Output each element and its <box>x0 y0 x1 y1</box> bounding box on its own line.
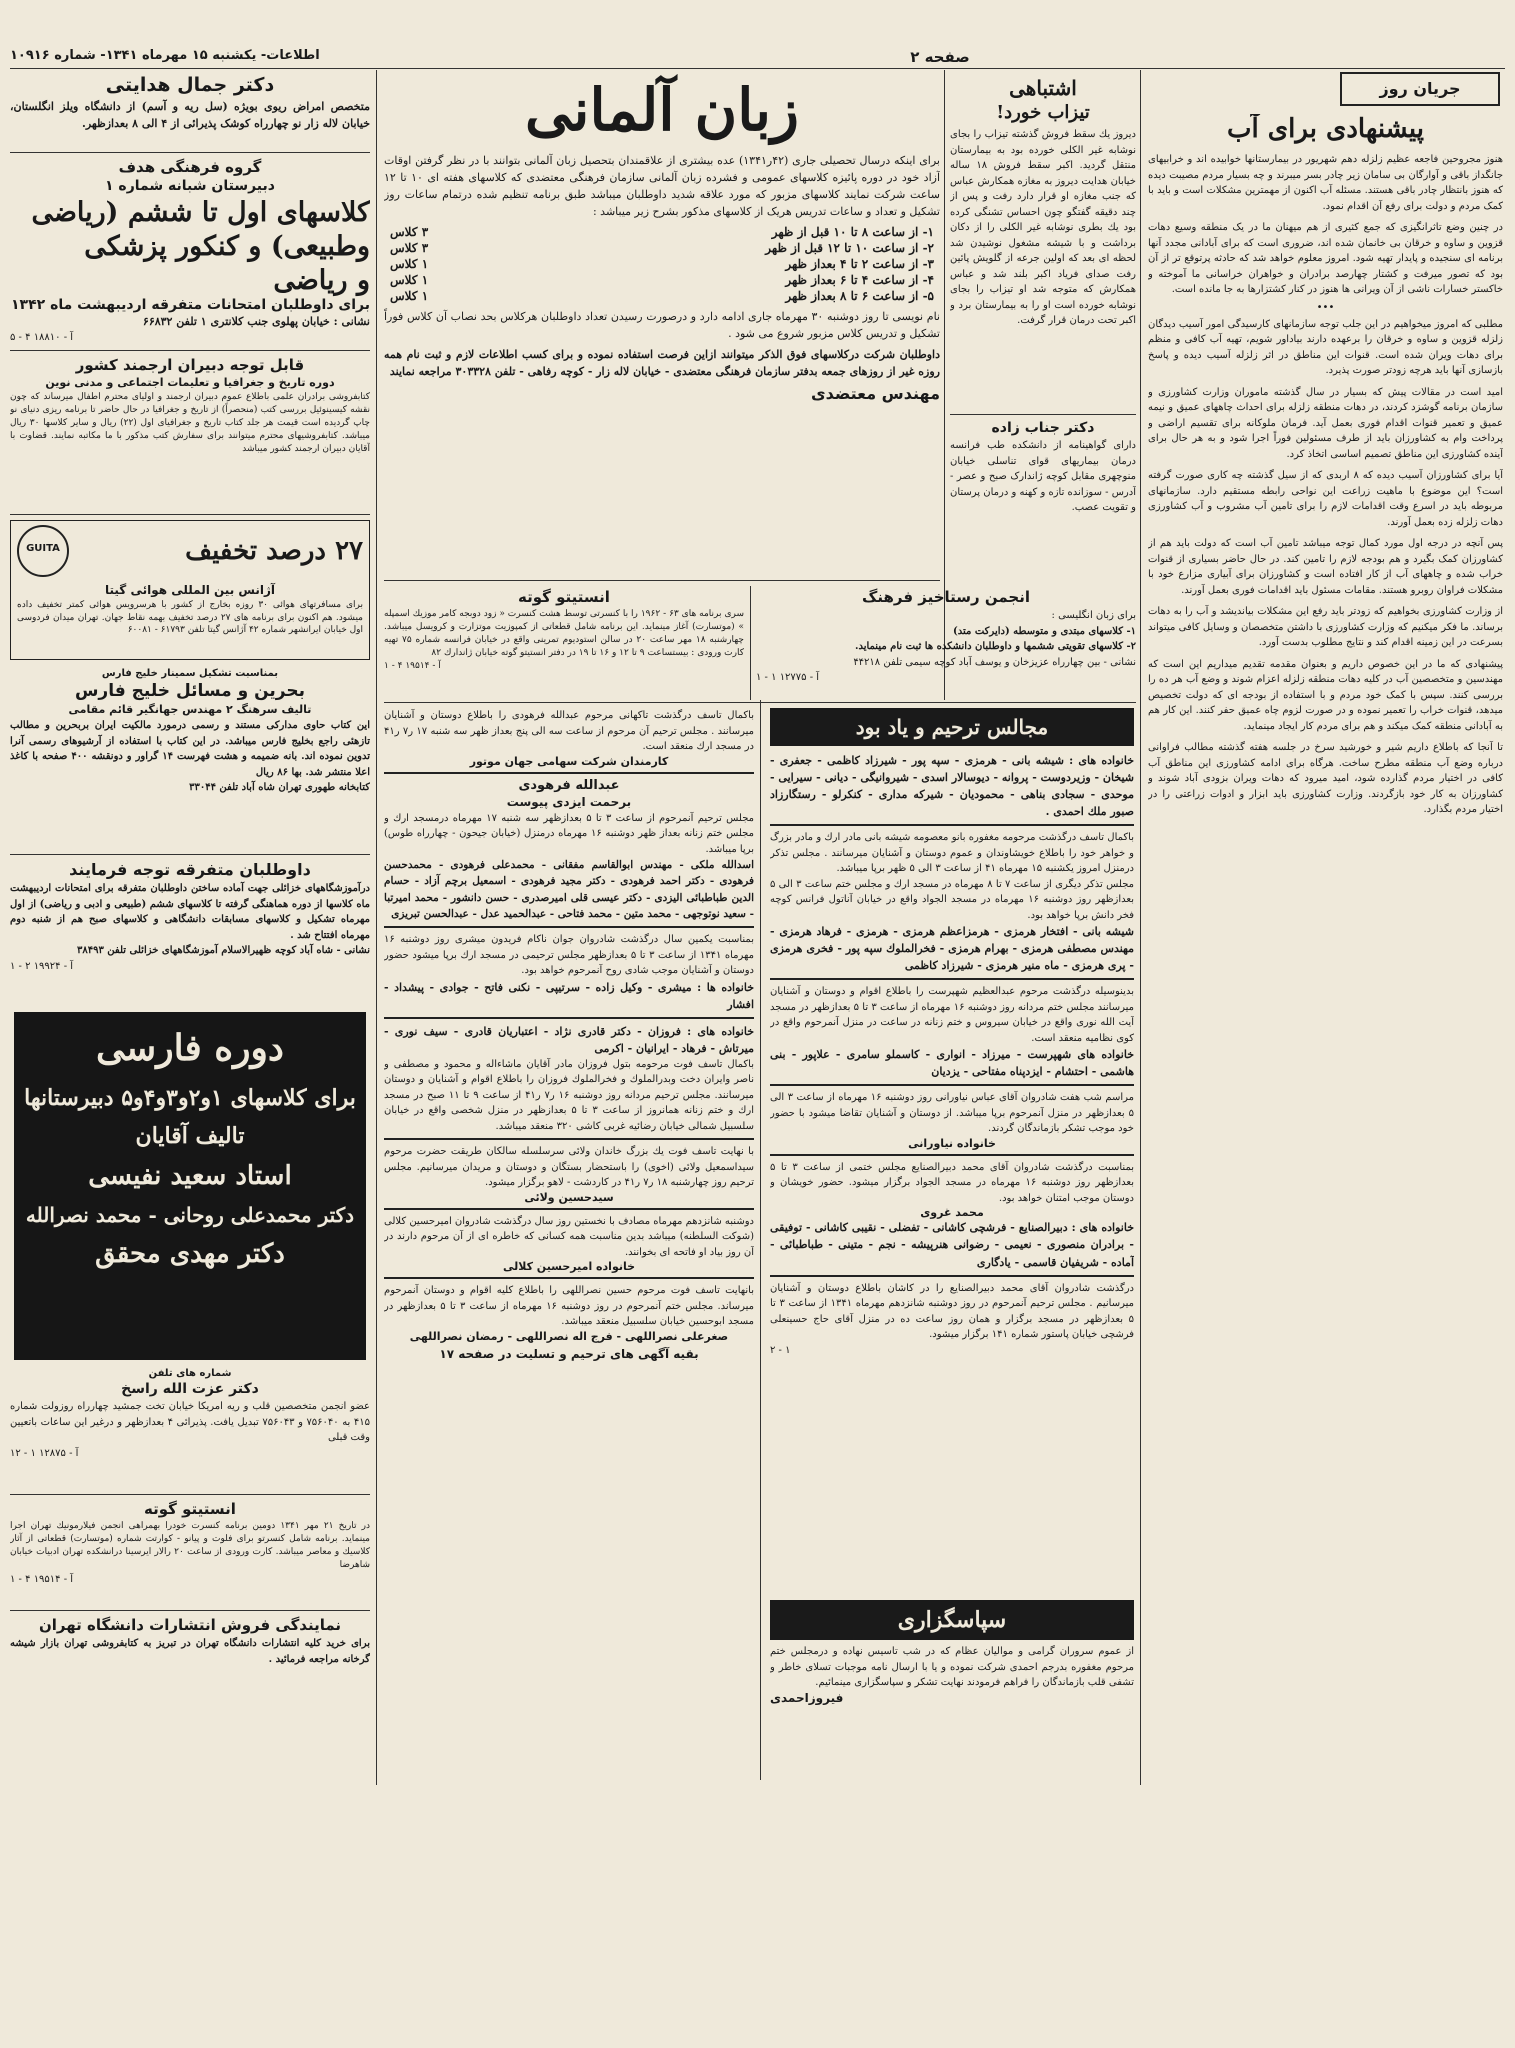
obit-text-17: بانهایت تاسف فوت مرحوم حسین نصراللهی را باطلاع کلیه اقوام و دوستان آنمرحوم میرساند. مجلس ختم آنمرحوم در روز دوشنبه ۱۶ مهرماه از ساعت ۳ تا ۵ بعدازظهر در مسجد ابوحسین خیابان سلسبیل منعقد میباشد. <box>384 1285 754 1328</box>
obit-code-21: ۱ - ۲ <box>770 1344 791 1356</box>
obit-sign-15: سیدحسین ولائی <box>524 1190 614 1204</box>
page-header: اطلاعات- یکشنبه ۱۵ مهرماه ۱۳۴۱- شماره ۱۰۹۱۶ <box>10 48 320 63</box>
candidates-addr: نشانی - شاه آباد کوچه ظهیرالاسلام آموزشگاههای خزائلی تلفن ۳۸۴۹۳ <box>76 945 370 956</box>
jaryan-p3: مطلبی که امروز میخواهیم در این جلب توجه سازمانهای کارسیدگی امور آسیب دیدگان زلزله قزوین و ساوه و خرقان را برعهده دارند بیاداور شویم، تهیه آب کافی و منظم برای دهات ویران شده است. قنوات این مناطق در اثر زلزله آسیب دیده و پاسخ بازسازی آنها باید هرچه زودتر صورت پذیرد. <box>1148 318 1503 376</box>
obit-text-5: باکمال تاسف درگذشت تاکهانی مرحوم عبدالله فرهودی را باطلاع دوستان و آشنایان میرسانند . مجلس ترحیم آن مرحوم از ساعت سه الی پنج بعداز ظهر سه شنبه ۱۷ ر۷ ر۴۱ در مسجد ارك منعقد است. <box>384 710 754 752</box>
schedule-row: ۱- از ساعت ۸ تا ۱۰ قبل از ظهر ۳ کلاس <box>390 224 934 239</box>
obit-families-12: خانواده های شهپرست - میرزاد - انواری - کاسملو سامری - علاپور - بنی هاشمی - احتشام - ایزدپناه مفتاحی - یزدیان <box>770 1048 1134 1079</box>
obit-text-18: مراسم شب هفت شادروان آقای عباس نیاورانی روز دوشنبه ۱۶ مهرماه از ساعت ۳ الی ۵ بعدازظهر در منزل آنمرحوم برپا میباشد. از دوستان و آشنایان تقاضا میشود با حضور خود موجب تشکر بازماندگان گردند. <box>770 1092 1134 1135</box>
german-sign: مهندس معتضدی <box>810 383 940 403</box>
jaryan-p9: تا آنجا که باطلاع داریم شیر و خورشید سرخ در جلسه هفته گذشته مطالب فراوانی درباره وضع آب منطقه مطرح ساخت. هرگاه برای ادامه کشاورزی این مناطق آب کافی در اختیار مردم گذارده شود، امید میرود که دهات ویران بزودی آباد شوند و کشاورزان به کار خود بازگردند. وزارت کشاورزی باید ابزار و ادوات زراعتی را در اختیار مردم بگذارد. <box>1148 742 1503 815</box>
farsi-l2: برای کلاسهای ۱و۲و۳و۴و۵ دبیرستانها <box>24 1085 356 1111</box>
obituaries-left <box>384 708 754 1783</box>
thanks-ad <box>770 1644 1134 1784</box>
obit-footer: بقیه آگهی های ترحیم و تسلیت در صفحه ۱۷ <box>439 1346 699 1361</box>
obit-text-7: مجلس ترحیم آنمرحوم از ساعت ۳ تا ۵ بعدازظهر سه شنبه ۱۷ مهرماه درمسجد ارك و مجلس ختم زنانه بعداز ظهر دوشنبه ۱۶ مهرماه درمنزل (خیابان جیحون - چهارراه طوس) برپا میباشد. <box>384 812 754 855</box>
german-intro: برای اینکه درسال تحصیلی جاری (۴۲ر۱۳۴۱) عده بیشتری از علاقمندان بتحصیل زبان آلمانی بتوانند با در نظر گرفتن اوقات آزاد خود در دوره پائیزه کلاسهای عمومی و فشرده زبان آلمانی سازمان فرهنگی معتضدی که کلاسهای هفته ای ۱۰ تا ۱۲ ساعت شرکت نمایند کلاسهای مزبور که مورد علاقه شدید داوطلبان میباشد طبق برنامه تنظیم شده درتمام ساعات روز تشکیل و تعداد و ساعات تدریس هریک از کلاسهای مذکور بشرح زیر میباشد : <box>384 153 940 218</box>
farsi-course-ad <box>14 1012 366 1360</box>
farsi-l1: دوره فارسی <box>96 1027 284 1069</box>
obit-text-19: بمناسبت درگذشت شادروان آقای محمد دبیرالصنایع مجلس ختمی از ساعت ۳ تا ۵ بعدازظهر روز دوشنبه ۱۶ مهرماه در مسجد الجواد برگزار میشود. حضور خویشان و دوستان موجب امتنان خواهد بود. <box>770 1161 1134 1204</box>
dr-hedayati-text: متخصص امراض ریوی بویژه (سل ریه و آسم) از دانشگاه ویلز انگلستان، خیابان لاله زار نو چهارراه کوشک پذیرائی از ۴ الی ۸ بعدازظهر. <box>10 100 370 131</box>
guita-big: ۲۷ درصد تخفیف <box>185 536 363 566</box>
obit-families-20: خانواده های : دبیرالصنایع - فرشچی کاشانی - تفضلی - نقیبی کاشانی - توفیقی - برادران منصوری - نعیمی - رضوانی هنرپیشه - نجم - متینی - طباطبائی - آماده - شریفیان قاسمی - یادگاری <box>770 1221 1134 1269</box>
anjoman-title: انجمن رستاخیز فرهنگ <box>861 588 1031 606</box>
anjoman-line1: برای زبان انگلیسی : <box>1051 610 1136 621</box>
hadaf-big1: کلاسهای اول تا ششم (ریاضی <box>31 197 370 228</box>
goethe-ad <box>384 586 744 700</box>
obit-text-9: بمناسبت یکمین سال درگذشت شادروان جوان ناکام فریدون میشری روز دوشنبه ۱۶ مهرماه ۱۳۴۱ از ساعت ۳ تا ۵ بعدازظهر مجلس ترحیمی در مسجد ارك برپا میشود حضور دوستان و آشنایان موجب شادی روح آنمرحوم خواهد بود. <box>384 934 754 977</box>
hadaf-big3: و ریاضی <box>273 264 370 296</box>
jaryan-p7: از وزارت کشاورزی بخواهیم که زودتر باید رفع این مشکلات بیاندیشد و آب را به دهات برساند. ما فکر میکنیم که وزارت کشاورزی با داشتن متخصصان و وسایل کافی میتواند بسرعت در این زمینه اقدام کند و نتایج مطلوب بدست آورد. <box>1148 606 1503 648</box>
farsi-l6: دکتر مهدی محقق <box>95 1238 285 1269</box>
anjoman-line2: ۱- کلاسهای مبتدی و متوسطه (دایرکت متد) <box>953 625 1136 637</box>
candidates-text: درآموزشگاههای خزائلی جهت آماده ساختن داوطلبان متفرقه برای امتحانات اردیبهشت ماه کلاسها از دوره هماهنگی گرفته تا کلاسهای ششم (طبیعی و ادبی و ریاضی) از اول مهرماه تشکیل و کلاسهای مسابقات دانشگاهی و کلاسهای صبح هم از شنبه دوم مهرماه افتتاح شد . <box>10 883 370 941</box>
german-note2: داوطلبان شرکت درکلاسهای فوق الذکر میتوانند ازاین فرصت استفاده نموده و برای کسب اطلاعات لازم و ثبت نام همه روزه غیر از روزهای جمعه بدفتر سازمان فرهنگی معتضدی - خیابان لاله زار - کوچه رفاهی - تلفن ۳۰۳۳۲۸ مراجعه نمایند <box>384 347 940 378</box>
farsi-l4: استاد سعید نفیسی <box>88 1161 292 1191</box>
bahrain-text: این کتاب حاوی مدارکی مستند و رسمی درمورد مالکیت ایران بربحرین و مطالب تازهئی راجع بخلیج فارس میباشد. در این کتاب با استفاده از آرشیوهای رسمی آنرا تدوین نموده اند. بانه ضمیمه و هشت فهرست ۱۴ گراور و دونقشه ۴۰۰ صفحه با کاغذ اعلا منتشر شد. بها ۸۶ ریال <box>10 720 370 778</box>
jaryan-label: جریان روز <box>1340 72 1500 106</box>
jaryan-body <box>1148 152 1503 1782</box>
dr-rasekh-ad <box>10 1366 370 1492</box>
hadaf-title: گروه فرهنگی هدف <box>118 158 262 176</box>
teachers-ad <box>10 354 370 512</box>
doctor-jenab-text: دارای گواهینامه از دانشکده طب فرانسه درمان بیماریهای قوای تناسلی خیابان منوچهری مقابل کوچه ژاندارک صبح و عصر - آدرس - سوزانده تازه و کهنه و درمان پرستان و تقویت عصب. <box>950 440 1136 513</box>
mistake-subtitle: تیزاب خورد! <box>996 102 1090 123</box>
candidates-code: آ - ۱۹۹۲۴ ۲ - ۱ <box>10 960 74 972</box>
obit-title-7: عبدالله فرهودی <box>518 777 620 793</box>
tehran-univ-text: برای خرید کلیه انتشارات دانشگاه تهران در تبریز به کتابفروشی تهران بازار شیشه گرخانه مراجعه فرمائید . <box>10 1638 370 1665</box>
obit-text-15: با نهایت تاسف فوت یك بزرگ خاندان ولائی سرسلسله سالکان طریقت حضرت مرحوم سیداسمعیل ولائی (اخوی) را باستحضار بستگان و دوستان و مریدان میرسانیم. مجلس ترحیم روز چهارشنبه ۱۸ ر۷ ر۴۱ در کاردشت - لاهو برگزار میشود. <box>384 1146 754 1189</box>
jaryan-p1: هنوز مجروحین فاجعه عظیم زلزله دهم شهریور در بیمارستانها خوابیده اند و خرابیهای جانگداز باقی و آوارگان بی سامان زیر چادر بسر میبرند و چه بسیار مردم مصیبت دیده که هنوز بانتظار چادر باقی هستند. مسئله آب اکنون از مهمترین مشکلات است و باید با کمک مردم و دولت برای رفع آن اقدام نمود. <box>1148 154 1503 212</box>
goethe2-title: انستیتو گوته <box>144 1500 236 1518</box>
obit-families-1: خانواده های : شیشه بانی - هرمزی - سپه پور - شیرزاد کاظمی - جعفری - شیخان - وزیردوست - پروانه - دیوسالار اسدی - شیروانیگی - دیانی - سیرایی - موحدی - سجادی بناهی - محمودیان - شیرکه مداری - کنکرلو - رستگارزاد صبور ملك احمدی . <box>770 754 1134 819</box>
jaryan-title: پیشنهادی برای آب <box>1227 114 1424 144</box>
guita-logo-icon: GUITA <box>17 525 69 577</box>
hadaf-addr: نشانی : خیابان پهلوی جنب کلانتری ۱ تلفن ۶۶۸۳۲ <box>142 315 370 329</box>
bahrain-shop: کتابخانه طهوری تهران شاه آباد تلفن ۳۳۰۴۴ <box>189 782 370 793</box>
bahrain-pre: بمناسبت تشکیل سمینار خلیج فارس <box>101 668 279 679</box>
obit-text-3: مجلس تذکر دیگری از ساعت ۷ تا ۸ مهرماه در مسجد ارك و مجلس ختم ساعت ۳ الی ۵ بعدازظهر روز دوشنبه ۱۶ مهرماه در مسجد الجواد واقع در خیابان آناتول فرانس کوچه فخر دانش برپا خواهد بود. <box>770 878 1134 921</box>
jaryan-p6: پس آنچه در درجه اول مورد کمال توجه میباشد تامین آب است که دولت باید هم از کشاورزان کمک بگیرد و هم بودجه لازم را تامین کند. در حال حاضر بسیاری از قنوات خراب شده و چاههای آب از کار افتاده است و کشاورزان برای آبیاری مزارع خود با مشکلات فراوان روبرو هستند. مقامات مسئول باید اقدامات فوری بعمل آورند. <box>1148 538 1503 596</box>
mistake-title: اشتباهی <box>1009 76 1077 100</box>
obit-text-16: دوشنبه شانزدهم مهرماه مصادف با نخستین روز سال درگذشت شادروان امیرحسین کلالی (شوکت السلطنه) میباشد بدین مناسبت همه کسانی که خاطره ای از آن مرحوم دارند در آن روز بیاد او فاتحه ای بخوانند. <box>384 1215 754 1258</box>
german-schedule <box>384 224 940 304</box>
obit-families-13: خانواده های : فروزان - دکتر قادری نژاد - اعتباریان قادری - سیف نوری - میرتاش - فرهاد - ایرانیان - اکرمی <box>384 1024 754 1055</box>
jaryan-p5: آیا برای کشاورزان آسیب دیده که ۸ اربدی که از سیل گذشته چه کاری صورت گرفته است؟ این موضوع با ماهیت زراعت این نواحی رابطه مستقیم دارد. سازمانهای مربوطه باید در اسرع وقت اقدامات لازم را برای تامین آب مشروب و آب کشاورزی دهات زلزله زده بعمل آورند. <box>1148 470 1503 528</box>
schedule-row: ۵- از ساعت ۶ تا ۸ بعداز ظهر ۱ کلاس <box>390 288 934 303</box>
jaryan-p8: پیشنهادی که ما در این خصوص داریم و بعنوان مقدمه تقدیم میداریم این است که مهندسین و متخصصین آب در کلیه دهات منطقه زلزله اعزام شوند و وضع آب هر ده را بررسی کنند. سپس با کمک خود مردم و با استفاده از بودجه ای که دولت تخصیص میدهد، قنوات خراب را تعمیر نموده و در صورت لزوم چاه عمیق حفر کنند. این کار هم به آبادانی منطقه کمک میکند و هم برای مردم کار ایجاد مینماید. <box>1148 658 1503 732</box>
teachers-text: کتابفروشی برادران علمی باطلاع عموم دبیران ارجمند و اولیای محترم اطفال میرساند که چون نقشه کیسینوئیل بررسی کتب (منحصراً) از تاریخ و جغرافیا در حال حاضر تا برنامه ریزی دنیای نو چاپ گردیده است قیمت هر جلد کتاب تاریخ و جغرافیای اول (۲۲) ریال و سایر کلاسها ۳۰ ریال میباشد. کتابفروشیهای محترم میتوانند برای سفارش کتب مذکور با ما مکاتبه نمایند. قضاوت با آقایان دبیران ارجمند کشور میباشد <box>10 392 370 455</box>
candidates-ad <box>10 858 370 1008</box>
obit-sub-7: برحمت ایزدی پیوست <box>506 794 632 809</box>
goethe2-text: در تاریخ ۲۱ مهر ۱۳۴۱ دومین برنامه کنسرت خودرا بهمراهی انجمن فیلارمونیك تهران اجرا مینماید. برنامه شامل کنسرتو برای فلوت و پیانو - کوارتت شماره (موتسارت) قطعاتی از آثار کلاسیك و معاصر میباشد. کارت ورودی از ساعت ۲۰ رالار ایرسینا درانشکده تهران ادبیات خیابان شاهرضا <box>10 1521 370 1571</box>
anjoman-addr: نشانی - بین چهارراه عزیزخان و یوسف آباد کوچه سیمی تلفن ۴۴۲۱۸ <box>853 656 1136 668</box>
obit-text-2: باکمال تاسف درگذشت مرحومه مغفوره بانو معصومه شیشه بانی مادر ارك و مادر بزرگ و خواهر خود را باطلاع خویشاوندان و عموم دوستان و آشنایان میرسانند . مجلس تذکر درمنزل امروز یکشنبه ۱۵ مهرماه ۴۱ از ساعت ۳ الی ۵ ظهر برپا میباشد. <box>770 832 1134 875</box>
page-number: صفحه ۲ <box>910 48 970 66</box>
goethe2-ad <box>10 1498 370 1608</box>
obit-families-10: خانواده ها : میشری - وکیل زاده - سرتیپی - نکنی فاتح - جوادی - پیشداد - افشار <box>384 980 754 1011</box>
jaryan-p2: در چنین وضع تاثرانگیزی که جمع کثیری از هم میهنان ما در یک منطقه وسیع دهات قزوین و ساوه و خرقان بی خانمان شده اند، ضروری است که برای آبادانی مجدد آنها برنامه ای سنجیده و پایدار تهیه شود. امروز معلوم خواهد شد که حادثه پرتوقع تر از آن بود که تصور میرفت و کشتار چهارصد برادران و خواهران خراسانی ما آموخته و خاکستر خسارات ناشی از آن ویرانی ها هنوز در کنار کشتزارها به جا مانده است. <box>1148 222 1503 295</box>
goethe-code: آ - ۱۹۵۱۴ ۴ - ۱ <box>384 661 441 672</box>
tehran-univ-ad <box>10 1614 370 1684</box>
obit-sign-16: خانواده امیرحسین کلالی <box>502 1260 636 1274</box>
teachers-sub: دوره تاریخ و جغرافیا و تعلیمات اجتماعی و مدنی نوین <box>45 376 335 389</box>
obit-families-4: شیشه بانی - افتخار هرمزی - هرمزاعظم هرمزی - هرمزی - فرهاد هرمزی - مهندس مصطفی هرمزی - بهرام هرمزی - فخرالملوك سپه پور - فخری هرمزی - پری هرمزی - ماه منیر هرمزی - شیرزاد کاظمی <box>770 925 1134 973</box>
hadaf-ad <box>10 156 370 348</box>
goethe2-code: آ - ۱۹۵۱۴ ۴ - ۱ <box>10 1574 74 1586</box>
hadaf-sub: دبیرستان شبانه شماره ۱ <box>105 178 275 194</box>
separator-stars: ••• <box>1316 301 1335 313</box>
german-title: زبان آلمانی <box>524 76 800 144</box>
obit-text-14: باکمال تاسف فوت مرحومه بتول فروزان مادر آقایان ماشاءاله و محمود و مصطفی و ناصر وایران دخت وبدرالملوك و فخرالملوك فروزان را باطلاع اقوام و آشنایان و دوستان میرسانند. مجلس ترحیم مردانه روز دوشنبه ۱۶ ر۷ ر۴۱ از ساعت ۹ تا ۱۱ صبح در مسجد ارك و ختم زنانه همانروز از ساعت ۳ تا ۵ بعدازظهر در منزل شخصی واقع در خیابان سلسبیل شمالی خیابان رضائیه غربی کاشی ۳۲۰ منعقد میباشد. <box>384 1058 754 1132</box>
obit-text-21: درگذشت شادروان آقای محمد دبیرالصنایع را در کاشان باطلاع دوستان و آشنایان میرسانیم . مجلس ترحیم آنمرحوم در روز دوشنبه شانزدهم مهرماه ۱۳۴۱ از ساعت ۳ تا ۵ بعدازظهر در مسجد برگزار و همان روز ساعت ده در منزل آقای حاج حسینعلی فرشچی خیابان پاستور شماره ۱۴۱ برگزار میشود. <box>770 1282 1134 1341</box>
thanks-text: از عموم سروران گرامی و موالیان عظام که در شب تاسیس نهاده و درمجلس ختم مرحوم مغفوره بدرجم احمدی شرکت نموده و یا با ارسال نامه موجبات تسلای خاطر و تشفی قلب بازماندگان را فراهم فرمودند نهایت تشکر و سپاسگزاری مینمائیم. <box>770 1646 1134 1688</box>
bahrain-title: بحرین و مسائل خلیج فارس <box>74 681 306 701</box>
jaryan-p4: امید است در مقالات پیش که بسیار در سال گذشته ماموران وزارت کشاورزی و سازمان برنامه گوشزد کردند، در دهات منطقه زلزله برای احداث چاههای عمیق و نیمه عمیق و تعمیر قنوات اقدام فوری بعمل آید. فرمان ملوکانه برای تقسیم اراضی و پرداخت وام به کشاورزان باید از طرف مسئولین فوراً اجرا شود و به هر حال برای آینده کشاورزی این مناطق تصمیم اساسی اتخاذ کرد. <box>1148 386 1503 460</box>
dr-hedayati-ad <box>10 72 370 150</box>
thanks-sign: فیروزاحمدی <box>770 1690 844 1705</box>
hadaf-code: آ - ۱۸۸۱۰ ۴ - ۵ <box>10 332 74 344</box>
farsi-l3: تالیف آقایان <box>135 1122 245 1149</box>
farsi-l5: دکتر محمدعلی روحانی - محمد نصرالله <box>25 1202 355 1227</box>
schedule-row: ۴- از ساعت ۴ تا ۶ بعداز ظهر ۱ کلاس <box>390 272 934 287</box>
anjoman-ad <box>756 586 1136 700</box>
guita-text: برای مسافرتهای هوائی ۳۰ روزه بخارج از کشور با هرسرویس هوائی کمتر تخفیف داده میشود. هم اکنون برای برنامه های ۲۷ درصد تخفیف بهمه نقاط جهان. تهران میدان فردوسی اول خیابان ایرانشهر شماره ۴۲ آژانس گیتا تلفن ۶۱۷۹۳ - ۶۰۰۸۱ <box>17 600 363 636</box>
mistake-text: دیروز یك سقط فروش گذشته تیزاب را بجای نوشابه غیر الکلی خورده بود به بیمارستان منتقل گردید. اکبر سقط فروش ۱۸ ساله خیابان هدایت دیروز به مغازه همکارش عباس که جنب مغازه او قرار دارد رفت و پس از چند دقیقه گفتگو چون احساس تشنگی کرده بود یك بطری نوشابه غیر الکلی را از دکان برداشت و با شیشه مشغول نوشیدن شد لحظه ای بعد که اولین جرعه از گلویش پائین رفت صدای فریاد اکبر بلند شد و عباس همکارش که متوجه شد او تیزاب را بجای نوشابه خورده است او را به بیمارستان برد و اکبر تحت درمان قرار گرفت. <box>950 129 1136 326</box>
bahrain-sub: تالیف سرهنگ ۲ مهندس جهانگیر قائم مقامی <box>68 703 312 716</box>
german-note1: نام نویسی تا روز دوشنبه ۳۰ مهرماه جاری ادامه دارد و درصورت رسیدن تعداد داوطلبان هرکلاس بحد نصاب آن کلاس فوراً تشکیل و تدریس کلاس مزبور شروع می شود . <box>384 309 940 340</box>
guita-ad <box>10 520 370 660</box>
obit-sign-17: صغرعلی نصراللهی - فرج اله نصراللهی - رمضان نصراللهی <box>409 1329 729 1343</box>
anjoman-code: آ - ۱۲۷۷۵ ۱ - ۱ <box>756 672 820 683</box>
anjoman-line3: ۲- کلاسهای تقویتی ششمها و داوطلبان دانشکده ها ثبت نام مینماید. <box>854 641 1136 652</box>
thanks-banner: سپاسگزاری <box>770 1600 1134 1640</box>
hadaf-big2: وطبیعی) و کنکور پزشکی <box>84 230 370 262</box>
majales-banner: مجالس ترحیم و یاد بود <box>770 708 1134 746</box>
candidates-title: داوطلبان متفرقه توجه فرمایند <box>69 860 311 879</box>
bahrain-ad <box>10 666 370 852</box>
dr-rasekh-pre: شماره های تلفن <box>148 1368 232 1379</box>
dr-rasekh-code: آ - ۱۲۸۷۵ ۱ - ۱۲ <box>10 1447 79 1459</box>
schedule-row: ۲- از ساعت ۱۰ تا ۱۲ قبل از ظهر ۳ کلاس <box>390 240 934 255</box>
guita-agency: آژانس بین المللی هوائی گیتا <box>104 583 275 597</box>
obit-text-11: بدینوسیله درگذشت مرحوم عبدالعظیم شهپرست را باطلاع اقوام و دوستان و آشنایان میرسانند مجلس ختم مردانه روز دوشنبه ۱۶ مهرماه از ساعت ۳ تا ۵ بعدازظهر در مسجد آیت الله نوری واقع در خیابان سیروس و ختم زنانه در ساعت در منزل آنمرحوم واقع در کوی نظامیه منعقد است. <box>770 986 1134 1044</box>
mistake-news <box>950 74 1136 414</box>
schedule-row: ۳- از ساعت ۲ تا ۴ بعداز ظهر ۱ کلاس <box>390 256 934 271</box>
doctor-jenab-title: دکتر جناب زاده <box>991 420 1095 436</box>
dr-rasekh-title: دکتر عزت الله راسخ <box>121 1381 259 1397</box>
obit-sign-18: خانواده نیاورانی <box>908 1136 996 1150</box>
goethe-title: انستیتو گوته <box>518 588 610 606</box>
dr-hedayati-title: دکتر جمال هدایتی <box>105 74 275 96</box>
obit-sign-19: محمد غروی <box>920 1206 984 1220</box>
tehran-univ-title: نمایندگی فروش انتشارات دانشگاه تهران <box>38 1616 342 1634</box>
german-ad <box>384 74 940 574</box>
goethe-text: سری برنامه های ۶۳ - ۱۹۶۲ را با کنسرتی توسط هشت کنسرت « زود دوبجه کامر موزیك اسمپله » (موتسارت) آغاز مینماید. این برنامه شامل قطعاتی از کمپوزیت موتزارت و کرویسل میباشد. چهارشنبه ۱۸ مهر ساعت ۲۰ در سالن استودیوم تمرینی واقع در خیابان فرانسه شماره ۷۵ تهیه کارت ورودی : بیستساعت ۹ تا ۱۲ و ۱۶ تا ۱۹ در دفتر انستیتو گوته خیابان ژاندارك ۸۲ <box>384 609 744 659</box>
dr-rasekh-text: عضو انجمن متخصصین قلب و ریه امریکا خیابان تخت جمشید چهارراه روزولت شماره ۴۱۵ به ۷۵۶۰۴۰ و ۷۵۶۰۴۳ تبدیل یافت. پذیرائی ۴ بعدازظهر و درغیر این ساعات باتعیین وقت قبلی <box>10 1401 370 1443</box>
obit-families-8: اسدالله ملکی - مهندس ابوالقاسم مفقانی - محمدعلی فرهودی - محمدحسن فرهودی - دکتر احمد فرهودی - دکتر مجید فرهودی - اسمعیل برچم آزاد - حسام الدین طباطبائی الیزدی - دکتر عیسی قلی امیرصدری - حسن دانشور - محمد امیرتبا - سعید نوتوجهی - محمد متین - محمد فتاحی - عبدالحمید عدل - عبدالحسن تبریزی <box>384 859 754 920</box>
hadaf-line: برای داوطلبان امتحانات متفرقه اردیبهشت ماه ۱۳۴۲ <box>11 297 370 314</box>
obit-sign-6: کارمندان شرکت سهامی جهان موتور <box>469 754 669 768</box>
teachers-title: قابل توجه دبیران ارجمند کشور <box>75 356 305 374</box>
